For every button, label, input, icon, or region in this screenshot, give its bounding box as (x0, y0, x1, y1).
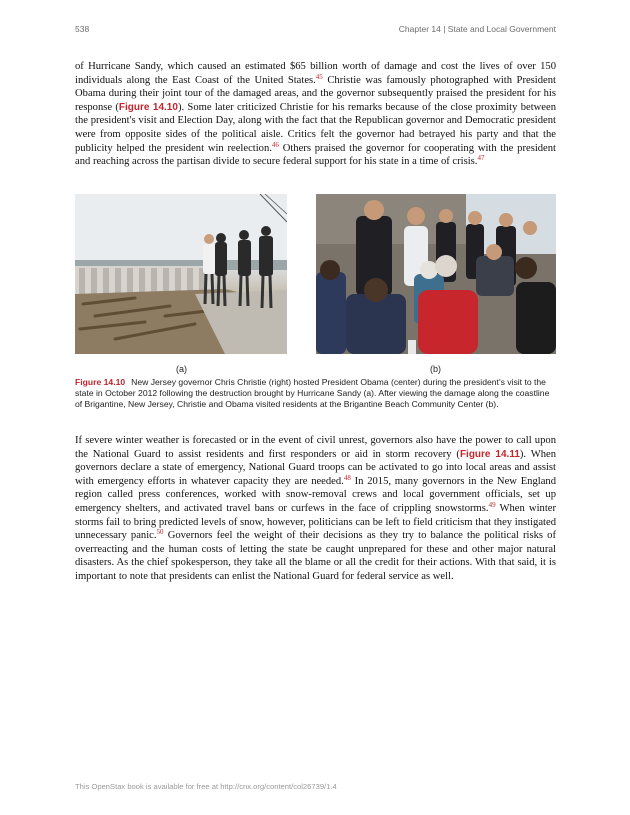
text-span: Others praised the governor for cooperating with the president and reaching across the partisan divide to secure federal support for his state in a time of crisis. (75, 142, 556, 168)
text-span: ). Some later criticized Christie for his remarks because of the close proximity between the president's visit and Election Day, along with the fact that the Republican governor and Democratic president were from opposite sides of the political aisle. Critics felt the governor had betrayed his party and that the publicity helped the president win reelection. (75, 101, 557, 154)
paragraph-national-guard (75, 434, 556, 584)
chapter-header: Chapter 14 | State and Local Government (398, 24, 556, 34)
text-span: Governors feel the weight of their decisions as they try to balance the political risks of overreacting and the human costs of letting the state be caught unprepared for these and other major natural disasters. As the chief spokesperson, they take all the blame or all the credit for their actions. With that said, it is important to note that presidents can enlist the National Guard for federal service as well. (75, 530, 556, 582)
caption-text: New Jersey governor Chris Christie (right) hosted President Obama (center) during the president's visit to the state in October 2012 following the destruction brought by Hurricane Sandy (a). After viewing the damage along the coastline of Brigantine, New Jersey, Christie and Obama visited residents at the Brigantine Beach Community Center (b). (75, 377, 550, 410)
footer-note: This OpenStax book is available for free at http://cnx.org/content/col26739/1.4 (75, 782, 337, 791)
subfigure-label-b: (b) (430, 364, 441, 374)
endnote-48-link[interactable]: 48 (343, 473, 351, 482)
photo-coastline-tour (75, 194, 287, 354)
text-span: ). When governors declare a state of emergency, National Guard troops can be activated to go into local areas and assist with emergency efforts in whatever capacity they are needed. (75, 448, 556, 487)
subfigure-label-a: (a) (176, 364, 187, 374)
endnote-50-link[interactable]: 50 (156, 528, 164, 537)
text-span: of Hurricane Sandy, which caused an estimated $65 billion worth of damage and cost the lives of over 150 individuals along the East Coast of the United States. (75, 61, 556, 86)
endnote-47-link[interactable]: 47 (477, 154, 485, 163)
figure-14-11-link[interactable]: Figure 14.11 (459, 448, 520, 460)
endnote-46-link[interactable]: 46 (271, 140, 279, 149)
page-number: 538 (75, 24, 90, 34)
text-span: Christie was famously photographed with President Obama during their joint tour of the damaged areas, and the governor subsequently praised the president for his response ( (75, 74, 556, 113)
figure-label: Figure 14.10 (75, 377, 126, 387)
figure-14-10-link[interactable]: Figure 14.10 (118, 101, 178, 113)
photo-b-illustration (316, 194, 556, 354)
photo-community-center (316, 194, 556, 354)
text-span: When winter storms fail to bring predicted levels of snow, however, politicians can be left to field criticism that they instigated unnecessary panic. (75, 502, 556, 542)
endnote-49-link[interactable]: 49 (488, 500, 496, 509)
figure-caption (75, 377, 556, 410)
endnote-45-link[interactable]: 45 (315, 72, 323, 81)
text-span: In 2015, many governors in the New England region called press conferences, worked with snow-removal crews and local government officials, set up emergency shelters, and activated travel bans or curfews in the face of crippling snowstorms. (75, 475, 556, 514)
paragraph-christie (75, 60, 556, 169)
text-span: If severe winter weather is forecasted or in the event of civil unrest, governors also have the power to call upon the National Guard to assist residents and first responders or aid in storm recovery ( (75, 435, 556, 460)
photo-a-illustration (75, 194, 287, 354)
